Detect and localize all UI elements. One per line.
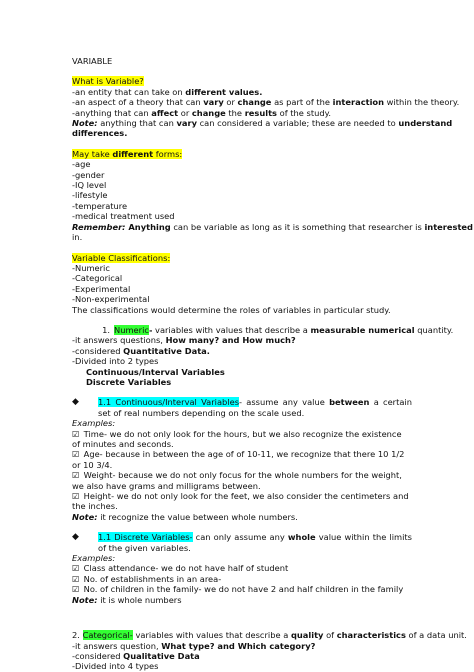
text: a certain set of real numbers depending on the scale used. (98, 397, 412, 418)
checkbox-icon: ☑ (72, 470, 80, 481)
discrete-definition (98, 532, 412, 553)
forms-heading (72, 149, 412, 159)
text: anything that can (97, 118, 177, 129)
text: May take (72, 148, 113, 159)
text: or (178, 107, 192, 118)
bold-text: whole (287, 532, 316, 543)
bold-text: Continuous/Interval Variables (86, 366, 225, 377)
note-label: Note: (72, 594, 98, 605)
classifications-heading (72, 253, 412, 263)
numeric-label: Numeric (114, 324, 149, 335)
bold-text: Anything (125, 221, 171, 232)
what-is-line-2 (72, 97, 460, 108)
example-item (72, 584, 412, 594)
checkbox-icon: ☑ (72, 584, 80, 595)
what-is-note (72, 118, 453, 129)
text: No. of children in the family- we do not have 2 and half children in the family (81, 584, 404, 595)
bold-text: different values. (185, 86, 263, 97)
checkbox-icon: ☑ (72, 428, 80, 439)
text: Height- we do not only look for the feet, we also consider the centimeters and the inches. (72, 491, 409, 512)
text: or (223, 97, 238, 108)
text: can be variable as long as it is something that researcher is (170, 221, 425, 232)
remember-label: Remember: (72, 221, 126, 232)
text: within the theory. (384, 97, 460, 108)
bold-text: vary (203, 97, 224, 108)
diamond-bullet-icon: ◆ (72, 397, 79, 408)
example-item (72, 449, 412, 470)
text: - assume any value (239, 397, 330, 408)
categorical-answers (72, 641, 412, 651)
text: -an entity that can take on (72, 86, 186, 97)
text: it recognize the value between whole numbers. (97, 511, 298, 522)
what-is-line-3 (72, 108, 412, 118)
text: can only assume any (192, 532, 288, 543)
bold-text: vary (176, 118, 197, 129)
document-title: VARIABLE (72, 56, 113, 66)
note-label: Note: (72, 511, 98, 522)
text: forms: (153, 148, 183, 159)
continuous-note (72, 512, 412, 522)
forms-item: -gender (72, 169, 105, 180)
text: Weight- because we do not only focus for the whole numbers for the weight, we also have grams and milligrams between. (72, 470, 402, 491)
bold-text: results (244, 107, 277, 118)
text: -it answers questions, (72, 335, 166, 346)
bold-text: interaction (332, 97, 385, 108)
categorical-label: Categorical- (82, 630, 133, 641)
text: of (323, 630, 337, 641)
bold-text: - (148, 324, 153, 335)
classification-item: -Non-experimental (72, 294, 150, 305)
bold-text: Quantitative Data. (123, 345, 210, 356)
note-label: Note: (72, 118, 98, 129)
text: as part of the (271, 97, 333, 108)
categorical-considered (72, 651, 412, 661)
forms-item: -age (72, 159, 91, 170)
example-item (72, 470, 412, 491)
example-item (72, 563, 412, 573)
classifications-heading-text: Variable Classifications: (72, 252, 171, 263)
bold-text: between (329, 397, 370, 408)
bold-text: Qualitative Data (123, 650, 200, 661)
numeric-type (72, 367, 412, 377)
text: quantity. (414, 324, 454, 335)
classification-item: -Experimental (72, 283, 131, 294)
diamond-bullet-icon: ◆ (72, 532, 79, 543)
bold-text: How many? and How much? (165, 335, 296, 346)
bold-text: understand (398, 118, 453, 129)
continuous-label: 1.1 Continuous/Interval Variables (98, 397, 240, 408)
categorical-divided: -Divided into 4 types (72, 661, 159, 672)
text: can considered a variable; these are needed to (196, 118, 399, 129)
numeric-heading (72, 324, 454, 335)
remember-line (72, 221, 473, 232)
text: Time- we do not only look for the hours, but we also recognize the existence of minutes and seconds. (72, 428, 402, 449)
examples-label (72, 418, 412, 428)
checkbox-icon: ☑ (72, 449, 80, 460)
text: value within the limits of the given variables. (98, 532, 412, 553)
text: variables with values that describe a (132, 630, 291, 641)
numeric-answers (72, 335, 412, 345)
forms-heading-highlight (72, 149, 182, 159)
bold-text: Discrete Variables (86, 376, 172, 387)
classifications-summary: The classifications would determine the roles of variables in particular study. (72, 304, 391, 315)
forms-item: -temperature (72, 200, 128, 211)
numeric-considered (72, 346, 412, 356)
continuous-definition (98, 397, 412, 418)
document-body (72, 56, 473, 672)
text: No. of establishments in an area- (81, 573, 222, 584)
categorical-heading (72, 630, 467, 641)
text: variables with values that describe a (152, 324, 311, 335)
forms-item: -lifestyle (72, 190, 108, 201)
forms-item: -medical treatment used (72, 211, 175, 222)
classification-item: -Categorical (72, 273, 123, 284)
list-number: 2. (72, 630, 80, 641)
text: Age- because in between the age of of 10-11, we recognize that there 10 1/2 or 10 3/4. (72, 449, 405, 470)
text: Class attendance- we do not have half of student (81, 563, 289, 574)
classification-item: -Numeric (72, 262, 110, 273)
bold-text: differences. (72, 128, 128, 139)
discrete-label: 1.1 Discrete Variables- (98, 532, 193, 543)
bold-text: change (237, 97, 272, 108)
what-is-line-1 (72, 87, 412, 97)
example-item (72, 491, 412, 512)
bold-text: change (191, 107, 226, 118)
text: -considered (72, 345, 124, 356)
text: Examples: (72, 553, 116, 564)
forms-item: -IQ level (72, 180, 107, 191)
bold-text: measurable numerical (310, 324, 415, 335)
text: of the study. (277, 107, 331, 118)
bold-text: different (112, 148, 154, 159)
numeric-divided: -Divided into 2 types (72, 356, 159, 367)
checkbox-icon: ☑ (72, 573, 80, 584)
text: -it answers question, (72, 640, 162, 651)
example-item (72, 429, 412, 450)
bold-text: affect (151, 107, 179, 118)
text: of a data unit. (405, 630, 467, 641)
text: it is whole numbers (97, 594, 182, 605)
text: -anything that can (72, 107, 152, 118)
remember-line-cont: in. (72, 232, 83, 243)
what-is-heading-text: What is Variable? (72, 76, 144, 87)
checkbox-icon: ☑ (72, 491, 80, 502)
bold-text: What type? and Which category? (161, 640, 316, 651)
discrete-note (72, 595, 412, 605)
text: -considered (72, 650, 124, 661)
numeric-type (72, 377, 412, 387)
bold-text: interested (424, 221, 473, 232)
text: Examples: (72, 418, 116, 429)
checkbox-icon: ☑ (72, 563, 80, 574)
discrete-bullet-item (72, 532, 412, 553)
bold-text: quality (290, 630, 324, 641)
text: the (225, 107, 245, 118)
examples-label (72, 553, 412, 563)
continuous-bullet-item (72, 397, 412, 418)
text: -an aspect of a theory that can (72, 97, 204, 108)
list-number: 1. (102, 324, 110, 335)
example-item (72, 574, 412, 584)
what-is-note-cont (72, 128, 412, 138)
what-is-heading (72, 76, 412, 86)
bold-text: characteristics (336, 630, 406, 641)
